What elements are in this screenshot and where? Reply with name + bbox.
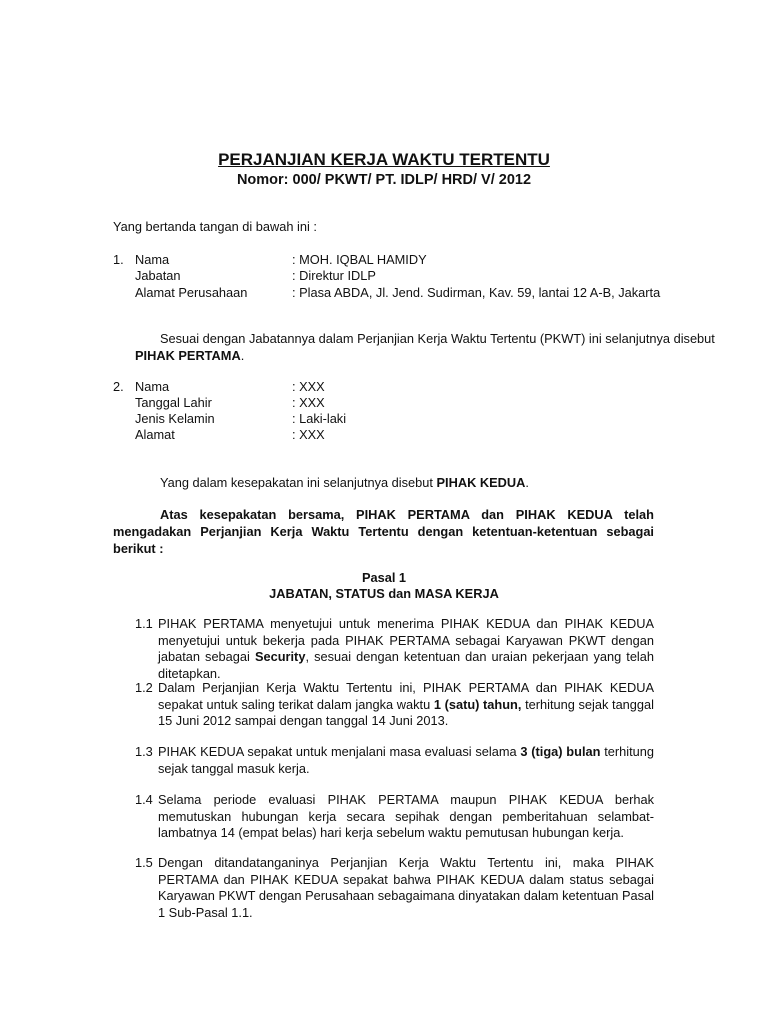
party2-birthdate-value: : XXX	[292, 395, 325, 410]
clause-number: 1.2	[135, 680, 153, 695]
party1-position-label: Jabatan	[135, 268, 181, 283]
agreement-paragraph: Atas kesepakatan bersama, PIHAK PERTAMA dan PIHAK KEDUA telah mengadakan Perjanjian Kerja Waktu Tertentu dengan ketentuan-ketentuan sebagai berikut :	[113, 507, 654, 556]
pasal-subheading: JABATAN, STATUS dan MASA KERJA	[269, 586, 499, 601]
clause-number: 1.5	[135, 855, 153, 870]
clause-text: PIHAK PERTAMA menyetujui untuk menerima PIHAK KEDUA dan PIHAK KEDUA menyetujui untuk bekerja pada PIHAK PERTAMA sebagai Karyawan PKWT dengan jabatan sebagai Security, sesuai dengan ketentuan dan uraian pekerjaan yang telah ditetapkan.	[158, 616, 655, 681]
party2-gender-value: : Laki-laki	[292, 411, 347, 426]
clause-number: 1.4	[135, 792, 153, 807]
clause-text: PIHAK KEDUA sepakat untuk menjalani masa evaluasi selama 3 (tiga) bulan terhitung sejak tanggal masuk kerja.	[158, 744, 655, 776]
party1-name-label: Nama	[135, 252, 170, 267]
party1-position-value: : Direktur IDLP	[292, 268, 376, 283]
clause-text: Selama periode evaluasi PIHAK PERTAMA maupun PIHAK KEDUA berhak memutuskan hubungan kerja secara sepihak dengan pemberitahuan selambat-lambatnya 14 (empat belas) hari kerja sebelum waktu pemutusan hubungan kerja.	[158, 792, 654, 840]
party2-designation: PIHAK KEDUA	[436, 475, 526, 490]
document-title: PERJANJIAN KERJA WAKTU TERTENTU	[218, 150, 550, 169]
party2-address-label: Alamat	[135, 427, 175, 442]
party1-index: 1.	[113, 252, 124, 267]
clause-text: Dalam Perjanjian Kerja Waktu Tertentu ini, PIHAK PERTAMA dan PIHAK KEDUA sepakat untuk saling terikat dalam jangka waktu 1 (satu) tahun, terhitung sejak tanggal 15 Juni 2012 sampai dengan tanggal 14 Juni 2013.	[158, 680, 654, 728]
party2-statement: Yang dalam kesepakatan ini selanjutnya disebut PIHAK KEDUA.	[160, 475, 529, 490]
party1-address-label: Alamat Perusahaan	[135, 285, 248, 300]
clause-number: 1.3	[135, 744, 153, 759]
party1-statement: Sesuai dengan Jabatannya dalam Perjanjian Kerja Waktu Tertentu (PKWT) ini selanjutnya disebut	[160, 331, 715, 346]
party2-index: 2.	[113, 379, 124, 394]
party1-designation: PIHAK PERTAMA	[135, 348, 241, 363]
party1-statement-end: PIHAK PERTAMA.	[135, 348, 245, 363]
clause-number: 1.1	[135, 616, 153, 631]
party2-address-value: : XXX	[292, 427, 325, 442]
party2-birthdate-label: Tanggal Lahir	[135, 395, 212, 410]
party2-gender-label: Jenis Kelamin	[135, 411, 215, 426]
party1-address-value: : Plasa ABDA, Jl. Jend. Sudirman, Kav. 59, lantai 12 A-B, Jakarta	[292, 285, 661, 300]
intro-text: Yang bertanda tangan di bawah ini :	[113, 219, 317, 234]
document-number: Nomor: 000/ PKWT/ PT. IDLP/ HRD/ V/ 2012	[236, 172, 532, 188]
party1-name-value: : MOH. IQBAL HAMIDY	[292, 252, 427, 267]
clause-text: Dengan ditandatanganinya Perjanjian Kerja Waktu Tertentu ini, maka PIHAK PERTAMA dan PIHAK KEDUA sepakat bahwa PIHAK KEDUA dalam status sebagai Karyawan PKWT dengan Perusahaan sebagaimana dinyatakan dalam ketentuan Pasal 1 Sub-Pasal 1.1.	[158, 855, 654, 920]
pasal-heading: Pasal 1	[361, 570, 407, 585]
party2-name-value: : XXX	[292, 379, 325, 394]
party2-name-label: Nama	[135, 379, 170, 394]
